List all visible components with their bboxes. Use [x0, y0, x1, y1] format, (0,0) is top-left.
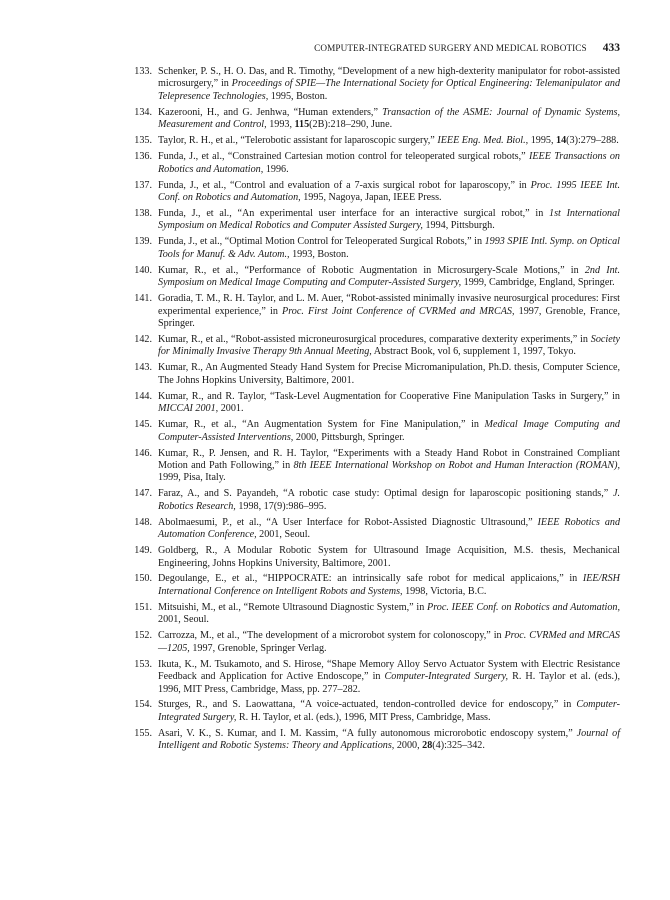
reference-number: 150. — [134, 573, 152, 585]
reference-number: 137. — [134, 179, 152, 191]
reference-item — [130, 699, 620, 724]
reference-source-title: Proc. CVRMed and MRCAS—1205, — [158, 630, 620, 654]
reference-text: Kumar, R., P. Jensen, and R. H. Taylor, “Experiments with a Steady Hand Robot in Constrained Compliant Motion and Path Following,” in — [158, 447, 620, 471]
reference-number: 148. — [134, 516, 152, 528]
reference-text: 1995, — [528, 135, 557, 147]
reference-text: Faraz, A., and S. Payandeh, “A robotic case study: Optimal design for laparoscopic positioning stands,” — [158, 488, 613, 500]
reference-item — [130, 135, 620, 147]
reference-source-title: IEEE Transactions on Robotics and Automation, — [158, 151, 620, 175]
reference-text: Kumar, R., et al., “Performance of Robotic Augmentation in Microsurgery-Scale Motions,” in — [158, 264, 585, 276]
reference-source-title: IEEE Eng. Med. Biol., — [437, 135, 529, 147]
reference-text: 1998, Victoria, B.C. — [402, 585, 487, 597]
reference-text: Mitsuishi, M., et al., “Remote Ultrasound Diagnostic System,” in — [158, 601, 428, 613]
reference-text: (3):279–288. — [566, 135, 619, 147]
reference-item — [130, 419, 620, 444]
reference-text: Taylor, R. H., et al., “Telerobotic assistant for laparoscopic surgery,” — [158, 135, 438, 147]
reference-item — [130, 630, 620, 655]
reference-text: (2B):218–290, June. — [309, 119, 393, 131]
reference-source-title: Proc. First Joint Conference of CVRMed and MRCAS, — [282, 305, 515, 317]
reference-text: 2000, — [394, 740, 423, 752]
reference-number: 145. — [134, 419, 152, 431]
reference-source-title: IEEE Robotics and Automation Conference, — [158, 516, 621, 541]
reference-number: 149. — [134, 545, 152, 557]
reference-text: Schenker, P. S., H. O. Das, and R. Timothy, “Development of a new high-dexterity manipulator for robot-assisted microsurgery,” in — [158, 66, 620, 90]
reference-item — [130, 107, 620, 132]
reference-text: Kumar, R., and R. Taylor, “Task-Level Augmentation for Cooperative Fine Manipulation Tasks in Surgery,” in — [158, 390, 620, 402]
reference-text: 2000, Pittsburgh, Springer. — [293, 431, 405, 443]
reference-text: Goradia, T. M., R. H. Taylor, and L. M. Auer, “Robot-assisted minimally invasive neurosurgical procedures: First experimental experience,” in — [158, 293, 620, 317]
reference-text: R. H. Taylor, et al. (eds.), 1996, MIT Press, Cambridge, Mass. — [236, 711, 491, 723]
reference-item — [130, 66, 620, 103]
reference-text: 2001, Seoul. — [158, 614, 209, 626]
reference-text: 1999, Pisa, Italy. — [158, 472, 226, 484]
reference-text: Funda, J., et al., “Optimal Motion Control for Teleoperated Surgical Robots,” in — [158, 236, 485, 248]
reference-item — [130, 362, 620, 387]
reference-number: 152. — [134, 630, 152, 642]
reference-number: 141. — [134, 293, 152, 305]
reference-text: 1997, Grenoble, Springer Verlag. — [189, 642, 327, 654]
reference-text: 1999, Cambridge, England, Springer. — [461, 277, 615, 289]
reference-item — [130, 391, 620, 416]
reference-number: 144. — [134, 390, 152, 402]
reference-item — [130, 265, 620, 290]
reference-item — [130, 602, 620, 627]
reference-item — [130, 180, 620, 205]
reference-text: Sturges, R., and S. Laowattana, “A voice-actuated, tendon-controlled device for endoscopy,” in — [158, 699, 577, 711]
reference-text: Goldberg, R., A Modular Robotic System for Ultrasound Image Acquisition, M.S. thesis, Mechanical Engineering, Johns Hopkins University, Baltimore, 2001. — [158, 545, 620, 569]
reference-source-title: Journal of Intelligent and Robotic Systems: Theory and Applications, — [158, 727, 621, 752]
reference-text: 1996. — [263, 163, 289, 175]
reference-item — [130, 659, 620, 696]
reference-source-title: Proceedings of SPIE—The International Society for Optical Engineering: Telemanipulator and Telepresence Technologies, — [158, 78, 621, 102]
running-title: COMPUTER-INTEGRATED SURGERY AND MEDICAL ROBOTICS — [314, 43, 587, 53]
reference-number: 134. — [134, 106, 152, 118]
reference-item — [130, 236, 620, 261]
reference-source-title: 2nd Int. Symposium on Medical Image Computing and Computer-Assisted Surgery, — [158, 264, 620, 289]
reference-number: 140. — [134, 264, 152, 276]
reference-number: 139. — [134, 236, 152, 248]
reference-source-title: Proc. IEEE Conf. on Robotics and Automation, — [427, 601, 620, 613]
reference-source-title: 1993 SPIE Intl. Symp. on Optical Tools for Manuf. & Adv. Autom., — [158, 236, 620, 260]
reference-text: 1998, 17(9):986–995. — [235, 500, 327, 512]
reference-number: 133. — [134, 66, 152, 77]
page-number: 433 — [602, 42, 620, 54]
reference-text: Kumar, R., An Augmented Steady Hand System for Precise Micromanipulation, Ph.D. thesis, Computer Science, The Johns Hopkins University, Baltimore, 2001. — [158, 362, 620, 386]
reference-text: 2001, Seoul. — [256, 529, 311, 541]
reference-text: 1997, Grenoble, France, Springer. — [158, 305, 620, 329]
reference-item — [130, 151, 620, 176]
reference-source-title: Medical Image Computing and Computer-Assisted Interventions, — [158, 419, 620, 443]
reference-source-title: 8th IEEE International Workshop on Robot and Human Interaction (ROMAN), — [293, 459, 620, 471]
reference-number: 135. — [134, 135, 152, 147]
reference-text: Funda, J., et al., “Constrained Cartesian motion control for teleoperated surgical robots,” — [158, 151, 529, 163]
reference-source-title: IEE/RSH International Conference on Intelligent Robots and Systems, — [158, 573, 620, 597]
reference-number: 143. — [134, 362, 152, 374]
reference-source-title: Transaction of the ASME: Journal of Dynamic Systems, Measurement and Control, — [158, 106, 620, 131]
reference-text: Abolmaesumi, P., et al., “A User Interface for Robot-Assisted Diagnostic Ultrasound,” — [158, 516, 538, 528]
reference-item — [130, 573, 620, 598]
reference-list — [130, 66, 620, 756]
reference-source-title: Computer-Integrated Surgery, — [384, 671, 509, 683]
reference-text: Abstract Book, vol 6, supplement 1, 1997, Tokyo. — [371, 346, 576, 358]
reference-number: 147. — [134, 488, 152, 500]
reference-volume: 28 — [422, 740, 433, 752]
reference-number: 146. — [134, 447, 152, 459]
reference-source-title: J. Robotics Research, — [158, 488, 620, 512]
reference-source-title: MICCAI 2001, — [158, 403, 219, 415]
reference-text: Degoulange, E., et al., “HIPPOCRATE: an intrinsically safe robot for medical applicaions,” in — [158, 573, 583, 585]
reference-number: 153. — [134, 658, 152, 670]
reference-text: Funda, J., et al., “An experimental user interface for an interactive surgical robot,” in — [158, 207, 550, 219]
reference-text: 1994, Pittsburgh. — [422, 220, 495, 232]
reference-number: 142. — [134, 333, 152, 345]
reference-item — [130, 208, 620, 233]
reference-number: 155. — [134, 727, 152, 739]
reference-item — [130, 293, 620, 330]
reference-number: 151. — [134, 601, 152, 613]
reference-source-title: Computer-Integrated Surgery, — [158, 699, 620, 723]
reference-text: Carrozza, M., et al., “The development of a microrobot system for colonoscopy,” in — [158, 630, 505, 642]
reference-text: Ikuta, K., M. Tsukamoto, and S. Hirose, “Shape Memory Alloy Servo Actuator System with Electric Resistance Feedback and Application for Active Endoscope,” in — [158, 658, 620, 683]
reference-text: Kumar, R., et al., “Robot-assisted microneurosurgical procedures, comparative dexterity experiments,” in — [158, 333, 591, 345]
reference-text: (4):325–342. — [432, 740, 485, 752]
reference-text: 1995, Nagoya, Japan, IEEE Press. — [300, 191, 442, 203]
reference-text: R. H. Taylor et al. (eds.), 1996, MIT Press, Cambridge, Mass, pp. 277–282. — [158, 671, 620, 695]
reference-item — [130, 334, 620, 359]
running-header — [130, 42, 620, 54]
reference-item — [130, 448, 620, 485]
reference-source-title: 1st International Symposium on Medical Robotics and Computer Assisted Surgery, — [158, 207, 620, 232]
reference-item — [130, 517, 620, 542]
reference-item — [130, 488, 620, 513]
reference-source-title: Society for Minimally Invasive Therapy 9th Annual Meeting, — [158, 333, 620, 358]
reference-volume: 14 — [556, 135, 567, 147]
reference-item — [130, 728, 620, 753]
reference-text: Funda, J., et al., “Control and evaluation of a 7-axis surgical robot for laparoscopy,” in — [158, 179, 531, 191]
reference-text: 1993, Boston. — [289, 248, 349, 260]
reference-source-title: Proc. 1995 IEEE Int. Conf. on Robotics and Automation, — [158, 179, 620, 203]
reference-text: Kumar, R., et al., “An Augmentation System for Fine Manipulation,” in — [158, 419, 485, 431]
reference-text: 2001. — [218, 403, 244, 415]
reference-number: 138. — [134, 207, 152, 219]
reference-number: 154. — [134, 699, 152, 711]
reference-item — [130, 545, 620, 570]
reference-text: 1993, — [266, 119, 295, 131]
reference-text: 1995, Boston. — [268, 90, 328, 102]
reference-text: Kazerooni, H., and G. Jenhwa, “Human extenders,” — [158, 106, 383, 118]
reference-number: 136. — [134, 151, 152, 163]
reference-text: Asari, V. K., S. Kumar, and I. M. Kassim, “A fully autonomous microrobotic endoscopy system,” — [158, 727, 577, 739]
reference-volume: 115 — [294, 119, 310, 131]
